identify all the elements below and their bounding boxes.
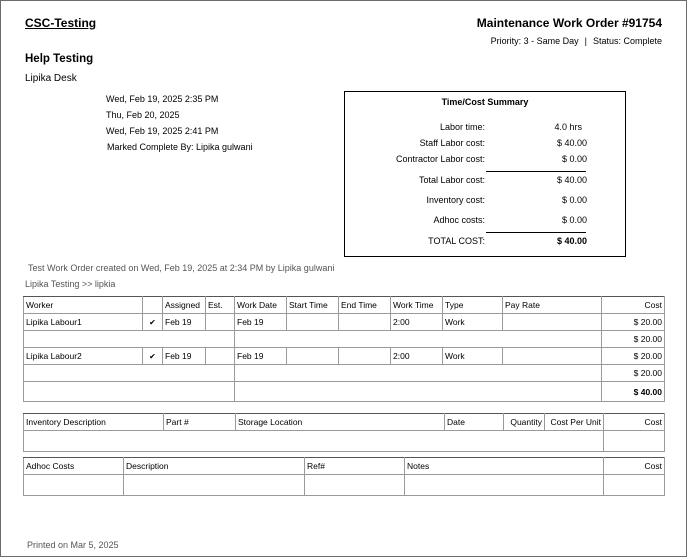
end-time <box>339 348 391 365</box>
labor-time-label: Labor time: <box>439 122 485 132</box>
staff-labor-label: Staff Labor cost: <box>419 138 485 148</box>
col-notes: Notes <box>405 458 604 475</box>
date-due <box>1 110 301 124</box>
summary-rule <box>486 171 586 172</box>
col-worker: Worker <box>24 297 143 314</box>
total-cost-value: $ 40.00 <box>556 236 587 246</box>
empty-cell <box>604 475 665 496</box>
total-labor-value: $ 40.00 <box>556 175 587 185</box>
col-start-time: Start Time <box>287 297 339 314</box>
location-name: Lipika Desk <box>25 73 77 84</box>
work-order-meta <box>491 36 662 46</box>
check-icon: ✔ <box>143 314 163 331</box>
assigned-date: Feb 19 <box>163 314 206 331</box>
inventory-table <box>23 413 665 452</box>
summary-rule <box>486 232 586 233</box>
row-subtotal: $ 20.00 <box>602 365 665 382</box>
work-date: Feb 19 <box>235 314 287 331</box>
meta-separator: | <box>584 36 587 46</box>
table-row <box>24 431 665 452</box>
work-time: 2:00 <box>391 348 443 365</box>
work-date: Feb 19 <box>235 348 287 365</box>
labor-table <box>23 296 665 402</box>
col-ref: Ref# <box>305 458 405 475</box>
contractor-labor-value: $ 0.00 <box>561 154 587 164</box>
col-check <box>143 297 163 314</box>
empty-cell <box>24 475 124 496</box>
work-time: 2:00 <box>391 314 443 331</box>
empty-cell <box>124 475 305 496</box>
total-cost-label: TOTAL COST: <box>428 236 485 246</box>
col-date: Date <box>445 414 504 431</box>
priority-text: Priority: 3 - Same Day <box>490 36 579 46</box>
worker-name: Lipika Labour1 <box>24 314 143 331</box>
date-value: Wed, Feb 19, 2025 2:35 PM <box>106 94 219 104</box>
date-completed <box>1 126 301 140</box>
col-storage-location: Storage Location <box>236 414 445 431</box>
total-cell <box>235 382 602 402</box>
project-title: Help Testing <box>25 53 94 65</box>
work-type: Work <box>443 314 503 331</box>
labor-header-row <box>24 297 665 314</box>
col-type: Type <box>443 297 503 314</box>
note-cell <box>24 365 235 382</box>
table-row <box>24 348 665 365</box>
row-cost: $ 20.00 <box>602 314 665 331</box>
col-adhoc-costs: Adhoc Costs <box>24 458 124 475</box>
work-type: Work <box>443 348 503 365</box>
organization-name: CSC-Testing <box>25 16 97 30</box>
empty-cell <box>405 475 604 496</box>
col-pay-rate: Pay Rate <box>503 297 602 314</box>
created-note: Test Work Order created on Wed, Feb 19, 2025 at 2:34 PM by Lipika gulwani <box>28 263 335 273</box>
col-part-number: Part # <box>164 414 236 431</box>
pay-rate <box>503 314 602 331</box>
date-value: Thu, Feb 20, 2025 <box>106 110 180 120</box>
check-icon: ✔ <box>143 348 163 365</box>
end-time <box>339 314 391 331</box>
start-time <box>287 348 339 365</box>
table-row <box>24 314 665 331</box>
note-cell <box>24 331 235 348</box>
col-assigned: Assigned <box>163 297 206 314</box>
table-row-note <box>24 365 665 382</box>
assigned-date: Feb 19 <box>163 348 206 365</box>
adhoc-header-row <box>24 458 665 475</box>
date-started <box>1 94 301 108</box>
staff-labor-value: $ 40.00 <box>556 138 587 148</box>
inventory-header-row <box>24 414 665 431</box>
adhoc-cost-label: Adhoc costs: <box>433 215 485 225</box>
pay-rate <box>503 348 602 365</box>
col-work-time: Work Time <box>391 297 443 314</box>
total-labor-label: Total Labor cost: <box>418 175 485 185</box>
row-cost: $ 20.00 <box>602 348 665 365</box>
status-text: Status: Complete <box>592 36 662 46</box>
adhoc-cost-value: $ 0.00 <box>561 215 587 225</box>
inventory-cost-value: $ 0.00 <box>561 195 587 205</box>
est-value <box>206 314 235 331</box>
note-cell <box>235 365 602 382</box>
col-cost: Cost <box>602 297 665 314</box>
printed-date: Printed on Mar 5, 2025 <box>27 540 119 550</box>
labor-total-row <box>24 382 665 402</box>
inventory-cost-label: Inventory cost: <box>426 195 485 205</box>
work-order-title: Maintenance Work Order #91754 <box>476 16 662 30</box>
col-description: Description <box>124 458 305 475</box>
marked-complete-by: Marked Complete By: Lipika gulwani <box>107 142 253 152</box>
adhoc-table <box>23 457 665 496</box>
empty-cell <box>604 431 665 452</box>
labor-total: $ 40.00 <box>602 382 665 402</box>
note-cell <box>235 331 602 348</box>
total-cell <box>24 382 235 402</box>
empty-cell <box>24 431 604 452</box>
contractor-labor-label: Contractor Labor cost: <box>395 154 485 164</box>
col-quantity: Quantity <box>504 414 545 431</box>
start-time <box>287 314 339 331</box>
table-row-note <box>24 331 665 348</box>
col-work-date: Work Date <box>235 297 287 314</box>
time-cost-summary <box>344 91 626 257</box>
col-cost: Cost <box>604 458 665 475</box>
table-row <box>24 475 665 496</box>
col-inventory-description: Inventory Description <box>24 414 164 431</box>
est-value <box>206 348 235 365</box>
empty-cell <box>305 475 405 496</box>
date-value: Wed, Feb 19, 2025 2:41 PM <box>106 126 219 136</box>
col-est: Est. <box>206 297 235 314</box>
col-end-time: End Time <box>339 297 391 314</box>
summary-title: Time/Cost Summary <box>441 97 529 107</box>
location-path: Lipika Testing >> lipkia <box>25 279 116 289</box>
col-cost: Cost <box>604 414 665 431</box>
col-cost-per-unit: Cost Per Unit <box>545 414 604 431</box>
labor-time-value: 4.0 hrs <box>554 122 582 132</box>
worker-name: Lipika Labour2 <box>24 348 143 365</box>
row-subtotal: $ 20.00 <box>602 331 665 348</box>
